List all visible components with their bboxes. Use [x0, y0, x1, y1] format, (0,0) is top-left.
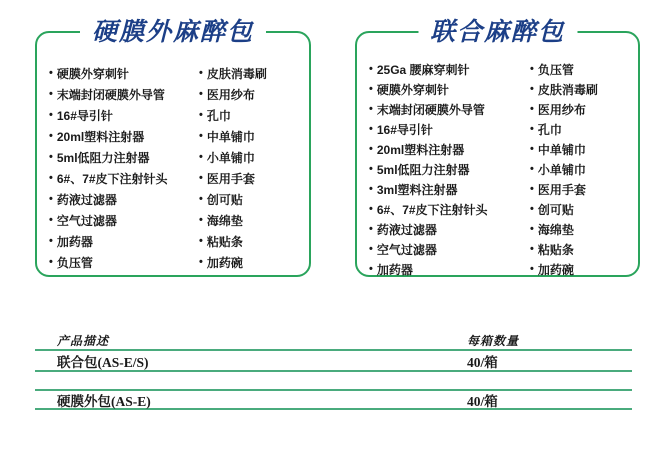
- kit-item-label: 负压管: [56, 256, 93, 270]
- kit-item-label: 5ml低阻力注射器: [56, 151, 150, 165]
- bullet-icon: •: [530, 182, 534, 195]
- header-quantity-per-case: 每箱数量: [467, 334, 520, 348]
- kit-item-label: 25Ga 腰麻穿刺针: [376, 62, 470, 77]
- table-row-spacer: [35, 372, 632, 389]
- kit-item-label: 空气过滤器: [56, 214, 117, 228]
- kit-item-label: 海绵垫: [537, 222, 574, 237]
- kit-item: [199, 63, 303, 84]
- kit-item: [530, 179, 632, 199]
- kit-epidural-list-right: [199, 63, 303, 275]
- kit-item: [369, 159, 530, 179]
- bullet-icon: •: [199, 130, 203, 142]
- kit-item: [199, 189, 303, 210]
- kit-item-label: 海绵垫: [206, 214, 243, 228]
- kit-item: [530, 199, 632, 219]
- kit-item: [369, 119, 530, 139]
- bullet-icon: •: [530, 202, 534, 215]
- bullet-icon: •: [49, 193, 53, 205]
- kit-item-label: 创可贴: [206, 193, 243, 207]
- kit-item: [49, 168, 199, 189]
- bullet-icon: •: [369, 222, 373, 235]
- bullet-icon: •: [530, 242, 534, 255]
- kit-item: [530, 259, 632, 279]
- kit-item-label: 医用纱布: [206, 88, 255, 102]
- bullet-icon: •: [369, 122, 373, 135]
- kit-item-label: 创可贴: [537, 202, 574, 217]
- kit-item: [530, 219, 632, 239]
- kit-item: [199, 84, 303, 105]
- kit-item: [530, 59, 632, 79]
- bullet-icon: •: [199, 67, 203, 79]
- kit-box-epidural-columns: [37, 33, 309, 275]
- kit-item-label: 末端封闭硬膜外导管: [56, 88, 165, 102]
- bullet-icon: •: [530, 262, 534, 275]
- kit-item-label: 粘贴条: [206, 235, 243, 249]
- bullet-icon: •: [530, 162, 534, 175]
- bullet-icon: •: [199, 151, 203, 163]
- kit-item-label: 医用纱布: [537, 102, 586, 117]
- bullet-icon: •: [199, 214, 203, 226]
- kit-item: [369, 219, 530, 239]
- cell-quantity: 40/箱: [467, 393, 498, 409]
- bullet-icon: •: [369, 82, 373, 95]
- bullet-icon: •: [369, 202, 373, 215]
- kit-item-label: 16#导引针: [56, 109, 113, 123]
- kit-item-label: 孔巾: [206, 109, 231, 123]
- bullet-icon: •: [49, 151, 53, 163]
- bullet-icon: •: [369, 182, 373, 195]
- kit-item: [369, 179, 530, 199]
- kit-item-label: 负压管: [537, 62, 574, 77]
- kit-epidural-list-left: [49, 63, 199, 275]
- kit-item: [369, 79, 530, 99]
- bullet-icon: •: [49, 214, 53, 226]
- kit-item-label: 加药碗: [537, 262, 574, 277]
- kit-item-label: 医用手套: [537, 182, 586, 197]
- kit-item: [369, 199, 530, 219]
- bullet-icon: •: [369, 162, 373, 175]
- kit-box-combined: [355, 18, 640, 277]
- kit-item: [199, 231, 303, 252]
- bullet-icon: •: [199, 172, 203, 184]
- kit-item: [369, 99, 530, 119]
- kit-item: [530, 119, 632, 139]
- kit-item-label: 医用手套: [206, 172, 255, 186]
- kit-item: [199, 126, 303, 147]
- kit-item: [369, 259, 530, 279]
- kit-item: [199, 147, 303, 168]
- bullet-icon: •: [369, 242, 373, 255]
- kit-item-label: 6#、7#皮下注射针头: [376, 202, 488, 217]
- kit-item: [199, 252, 303, 273]
- bullet-icon: •: [530, 82, 534, 95]
- header-product-description: 产品描述: [57, 334, 110, 348]
- bullet-icon: •: [530, 142, 534, 155]
- kit-item: [49, 231, 199, 252]
- kit-item: [199, 210, 303, 231]
- bullet-icon: •: [49, 88, 53, 100]
- bullet-icon: •: [49, 67, 53, 79]
- product-table: [35, 332, 632, 410]
- bullet-icon: •: [369, 262, 373, 275]
- kit-item-label: 20ml塑料注射器: [376, 142, 465, 157]
- kit-item-label: 粘贴条: [537, 242, 574, 257]
- kit-item-label: 药液过滤器: [56, 193, 117, 207]
- kit-item-label: 硬膜外穿刺针: [56, 67, 129, 81]
- kit-item: [369, 239, 530, 259]
- kit-item-label: 小单铺巾: [537, 162, 586, 177]
- kit-item: [199, 168, 303, 189]
- kit-item-label: 皮肤消毒刷: [206, 67, 267, 81]
- kit-box-epidural-title: 硬膜外麻醉包: [80, 16, 266, 48]
- kit-item-label: 20ml塑料注射器: [56, 130, 145, 144]
- bullet-icon: •: [530, 122, 534, 135]
- kit-item-label: 加药器: [376, 262, 413, 277]
- table-row-combined-pack: [35, 351, 632, 372]
- cell-quantity: 40/箱: [467, 354, 498, 370]
- bullet-icon: •: [49, 256, 53, 268]
- bullet-icon: •: [199, 193, 203, 205]
- table-header-row: [35, 332, 632, 351]
- kit-item-label: 空气过滤器: [376, 242, 437, 257]
- kit-item-label: 药液过滤器: [376, 222, 437, 237]
- kit-item: [530, 239, 632, 259]
- bullet-icon: •: [199, 109, 203, 121]
- kit-item: [49, 63, 199, 84]
- kit-item: [530, 79, 632, 99]
- kit-item: [530, 159, 632, 179]
- kit-item-label: 16#导引针: [376, 122, 433, 137]
- kit-item: [49, 126, 199, 147]
- kit-item: [49, 84, 199, 105]
- kit-item-label: 小单铺巾: [206, 151, 255, 165]
- kit-item-label: 中单铺巾: [537, 142, 586, 157]
- bullet-icon: •: [199, 88, 203, 100]
- bullet-icon: •: [49, 235, 53, 247]
- kit-item: [530, 99, 632, 119]
- kit-item: [49, 210, 199, 231]
- kit-box-epidural: [35, 18, 311, 277]
- table-row-epidural-pack: [35, 389, 632, 410]
- kit-item: [49, 189, 199, 210]
- bullet-icon: •: [369, 62, 373, 75]
- kit-box-combined-columns: [357, 33, 638, 275]
- bullet-icon: •: [49, 172, 53, 184]
- kit-item-label: 硬膜外穿刺针: [376, 82, 449, 97]
- kit-item-label: 加药器: [56, 235, 93, 249]
- kit-item: [49, 105, 199, 126]
- kit-item: [49, 147, 199, 168]
- bullet-icon: •: [49, 130, 53, 142]
- bullet-icon: •: [49, 109, 53, 121]
- kit-item: [49, 252, 199, 273]
- kit-combined-list-right: [530, 59, 632, 275]
- kit-item-label: 3ml塑料注射器: [376, 182, 458, 197]
- kit-combined-list-left: [369, 59, 530, 275]
- bullet-icon: •: [530, 222, 534, 235]
- cell-product: 硬膜外包(AS-E): [57, 393, 151, 409]
- kit-item-label: 中单铺巾: [206, 130, 255, 144]
- bullet-icon: •: [199, 235, 203, 247]
- kit-item-label: 6#、7#皮下注射针头: [56, 172, 168, 186]
- kit-item: [369, 139, 530, 159]
- bullet-icon: •: [369, 142, 373, 155]
- kit-item-label: 5ml低阻力注射器: [376, 162, 470, 177]
- kit-item-label: 末端封闭硬膜外导管: [376, 102, 485, 117]
- bullet-icon: •: [199, 256, 203, 268]
- kit-item-label: 加药碗: [206, 256, 243, 270]
- kit-box-combined-title: 联合麻醉包: [418, 16, 577, 48]
- bullet-icon: •: [530, 102, 534, 115]
- kit-item-label: 皮肤消毒刷: [537, 82, 598, 97]
- kit-item: [199, 105, 303, 126]
- bullet-icon: •: [530, 62, 534, 75]
- bullet-icon: •: [369, 102, 373, 115]
- kit-item: [530, 139, 632, 159]
- kit-item-label: 孔巾: [537, 122, 562, 137]
- cell-product: 联合包(AS-E/S): [57, 354, 149, 370]
- kit-item: [369, 59, 530, 79]
